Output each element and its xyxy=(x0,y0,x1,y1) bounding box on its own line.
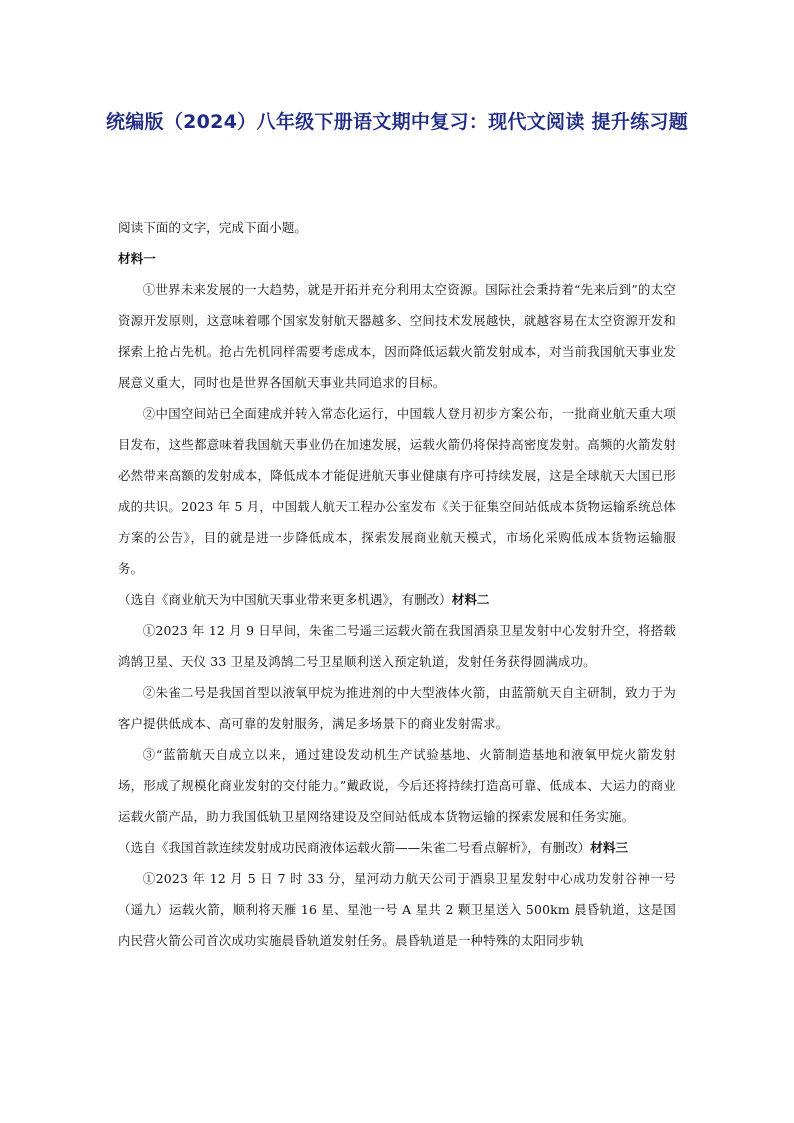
material-1-heading: 材料一 xyxy=(118,251,156,266)
material-1-source-line xyxy=(118,584,676,615)
material-3-heading: 材料三 xyxy=(590,840,629,855)
material-2-paragraph-2: ②朱雀二号是我国首型以液氧甲烷为推进剂的中大型液体火箭，由蓝箭航天自主研制，致力于为客户提供低成本、高可靠的发射服务，满足多场景下的商业发射需求。 xyxy=(118,685,676,731)
material-2-heading: 材料二 xyxy=(451,592,490,607)
material-3-paragraph-1: ①2023 年 12 月 5 日 7 时 33 分，星河动力航天公司于酒泉卫星发射中心成功发射谷神一号（遥九）运载火箭，顺利将天雁 16 星、星池一号 A 星共 2 颗卫星送入 500km 晨昏轨道，这是国内民营火箭公司首次成功实施晨昏轨道发射任务。晨昏轨道是一种特殊的太阳同步轨 xyxy=(118,871,676,948)
material-1-source: （选自《商业航天为中国航天事业带来更多机遇》，有删改） xyxy=(118,592,452,607)
instruction-text: 阅读下面的文字，完成下面小题。 xyxy=(118,220,307,235)
material-1-paragraph-1: ①世界未来发展的一大趋势，就是开拓并充分利用太空资源。国际社会秉持着“先来后到”的太空资源开发原则，这意味着哪个国家发射航天器越多、空间技术发展越快，就越容易在太空资源开发和探索上抢占先机。抢占先机同样需要考虑成本，因而降低运载火箭发射成本，对当前我国航天事业发展意义重大，同时也是世界各国航天事业共同追求的目标。 xyxy=(118,282,676,390)
material-2-source: （选自《我国首款连续发射成功民商液体运载火箭——朱雀二号看点解析》，有删改） xyxy=(118,840,591,855)
material-1-paragraph-2: ②中国空间站已全面建成并转入常态化运行，中国载人登月初步方案公布，一批商业航天重大项目发布，这些都意味着我国航天事业仍在加速发展，运载火箭仍将保持高密度发射。高频的火箭发射必然带来高额的发射成本，降低成本才能促进航天事业健康有序可持续发展，这是全球航天大国已形成的共识。2023 年 5 月，中国载人航天工程办公室发布《关于征集空间站低成本货物运输系统总体方案的公告》，目的就是进一步降低成本，探索发展商业航天模式，市场化采购低成本货物运输服务。 xyxy=(118,406,676,576)
material-2-paragraph-1: ①2023 年 12 月 9 日早间，朱雀二号遥三运载火箭在我国酒泉卫星发射中心发射升空，将搭载鸿鹄卫星、天仪 33 卫星及鸿鹄二号卫星顺利送入预定轨道，发射任务获得圆满成功。 xyxy=(118,623,676,669)
document-title: 统编版（2024）八年级下册语文期中复习：现代文阅读 提升练习题 xyxy=(105,111,689,133)
material-2-paragraph-3: ③“蓝箭航天自成立以来，通过建设发动机生产试验基地、火箭制造基地和液氧甲烷火箭发射场，形成了规模化商业发射的交付能力。”戴政说，今后还将持续打造高可靠、低成本、大运力的商业运载火箭产品，助力我国低轨卫星网络建设及空间站低成本货物运输的探索发展和任务实施。 xyxy=(118,747,676,824)
document-body xyxy=(118,212,676,956)
material-2-source-line xyxy=(118,832,676,863)
